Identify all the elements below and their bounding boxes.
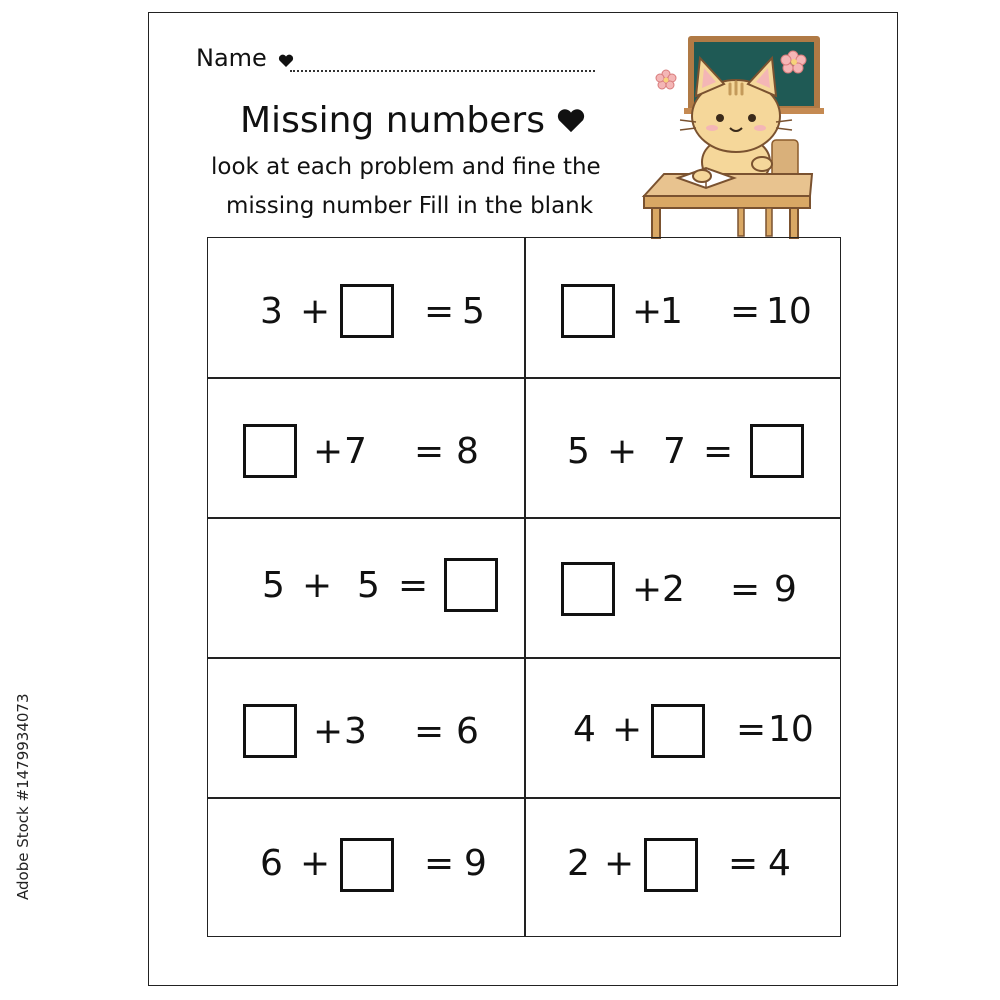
problem-3-answer-box[interactable] <box>243 424 297 478</box>
grid-divider <box>207 517 841 519</box>
stock-brand: Adobe Stock <box>14 806 32 900</box>
problem-10-answer-box[interactable] <box>644 838 698 892</box>
problem-4-a: 5 <box>567 431 590 472</box>
problem-4-answer-box[interactable] <box>750 424 804 478</box>
problem-7-b: 3 <box>344 711 367 752</box>
problem-9-answer-box[interactable] <box>340 838 394 892</box>
problem-6-op: + <box>632 569 663 610</box>
problem-6-b: 2 <box>662 569 685 610</box>
name-label: Name <box>196 44 267 72</box>
problem-8-eq: = <box>736 709 767 750</box>
cat-at-desk-illustration <box>640 34 825 239</box>
problem-5-eq: = <box>398 565 429 606</box>
problem-6-answer-box[interactable] <box>561 562 615 616</box>
problem-2-answer-box[interactable] <box>561 284 615 338</box>
problem-5-answer-box[interactable] <box>444 558 498 612</box>
problem-2-c: 10 <box>766 291 812 332</box>
page-title <box>240 100 586 141</box>
problem-1-answer-box[interactable] <box>340 284 394 338</box>
problem-4-eq: = <box>703 431 734 472</box>
problem-6-c: 9 <box>774 569 797 610</box>
name-label-row <box>196 44 294 72</box>
problem-10-eq: = <box>728 843 759 884</box>
name-field[interactable] <box>290 70 595 72</box>
problem-1-eq: = <box>424 291 455 332</box>
title-text: Missing numbers <box>240 100 545 141</box>
heart-icon <box>278 54 294 68</box>
grid-divider <box>207 797 841 799</box>
problem-8-op: + <box>612 709 643 750</box>
problem-1-c: 5 <box>462 291 485 332</box>
problem-10-c: 4 <box>768 843 791 884</box>
problem-8-a: 4 <box>573 709 596 750</box>
problem-7-op: + <box>313 711 344 752</box>
stock-watermark-text <box>14 693 32 900</box>
problem-5-op: + <box>302 565 333 606</box>
instructions-line-2: missing number Fill in the blank <box>226 193 594 219</box>
problem-3-b: 7 <box>344 431 367 472</box>
problem-5-b: 5 <box>357 565 380 606</box>
problem-6-eq: = <box>730 569 761 610</box>
problem-8-c: 10 <box>768 709 814 750</box>
stock-watermark <box>14 693 36 900</box>
problem-1-a: 3 <box>260 291 283 332</box>
problem-9-eq: = <box>424 843 455 884</box>
problem-9-c: 9 <box>464 843 487 884</box>
problem-7-c: 6 <box>456 711 479 752</box>
grid-divider <box>207 377 841 379</box>
problem-3-c: 8 <box>456 431 479 472</box>
problem-3-op: + <box>313 431 344 472</box>
problem-5-a: 5 <box>262 565 285 606</box>
problem-4-op: + <box>607 431 638 472</box>
instructions-line-1: look at each problem and fine the <box>211 154 601 180</box>
problem-3-eq: = <box>414 431 445 472</box>
problem-2-b: 1 <box>660 291 683 332</box>
grid-divider <box>524 237 526 937</box>
heart-icon <box>556 108 586 134</box>
problem-1-op: + <box>300 291 331 332</box>
problem-9-op: + <box>300 843 331 884</box>
problem-8-answer-box[interactable] <box>651 704 705 758</box>
problem-2-eq: = <box>730 291 761 332</box>
problem-10-a: 2 <box>567 843 590 884</box>
problem-10-op: + <box>604 843 635 884</box>
problem-7-answer-box[interactable] <box>243 704 297 758</box>
problem-4-b: 7 <box>663 431 686 472</box>
problem-9-a: 6 <box>260 843 283 884</box>
problem-2-op: + <box>632 291 663 332</box>
grid-divider <box>207 657 841 659</box>
problem-7-eq: = <box>414 711 445 752</box>
stock-id: #1479934073 <box>14 693 32 802</box>
